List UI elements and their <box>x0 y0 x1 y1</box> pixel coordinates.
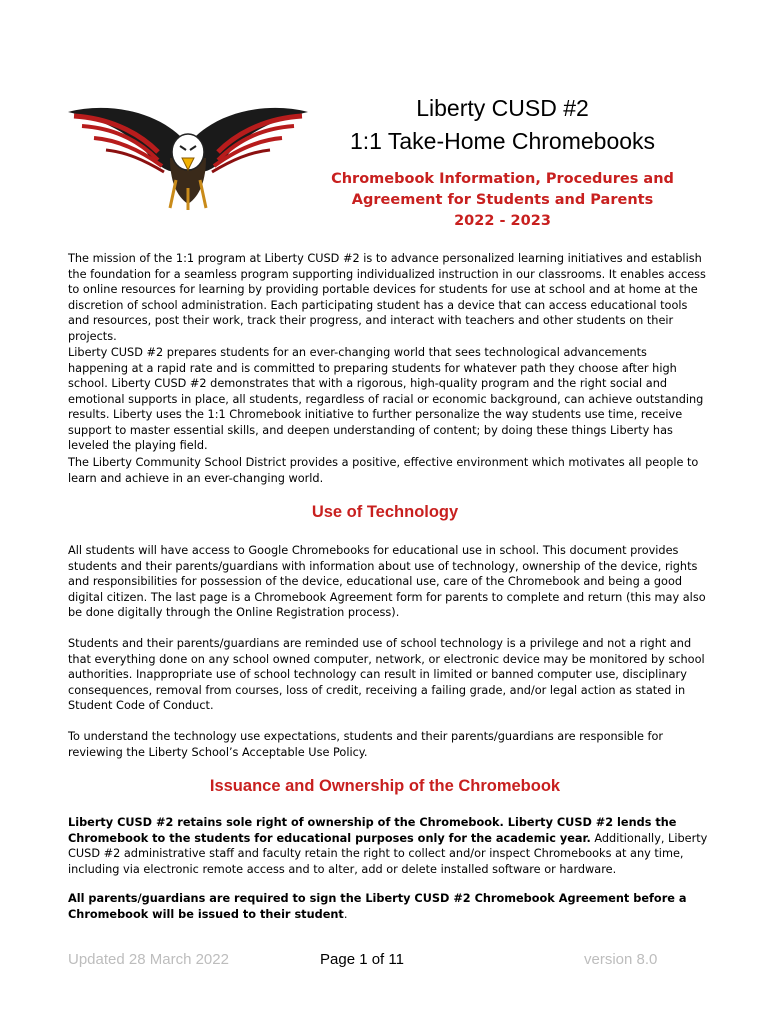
document-subtitle-main: 1:1 Take-Home Chromebooks <box>349 128 656 154</box>
issuance-paragraph-1-bold: Liberty CUSD #2 retains sole right of ownership of the Chromebook. Liberty CUSD #2 lends the Chromebook to the students for educational purposes only for the academic year. <box>68 816 677 845</box>
footer-version: version 8.0 <box>584 951 658 968</box>
issuance-paragraph-2-bold: All parents/guardians are required to sign the Liberty CUSD #2 Chromebook Agreement before a Chromebook will be issued to their student <box>68 892 687 921</box>
issuance-paragraph-1-rest: Additionally, Liberty CUSD #2 administrative staff and faculty retain the right to collect and/or inspect Chromebooks at any time, including via electronic remote access and to alter, add or delete installed software or hardware. <box>68 831 708 876</box>
subtitle-line-1: Chromebook Information, Procedures and <box>331 171 674 187</box>
technology-paragraph-3: To understand the technology use expectations, students and their parents/guardians are responsible for reviewing the Liberty School’s Acceptable Use Policy. <box>68 730 664 759</box>
intro-paragraph-3: The Liberty Community School District provides a positive, effective environment which motivates all people to learn and achieve in an ever-changing world. <box>68 456 699 485</box>
issuance-paragraph-1 <box>68 815 708 877</box>
footer-updated-date: Updated 28 March 2022 <box>68 951 229 968</box>
issuance-paragraph-2 <box>68 891 708 922</box>
subtitle-year: 2022 - 2023 <box>454 213 551 229</box>
section-heading-issuance: Issuance and Ownership of the Chromebook <box>209 777 561 795</box>
intro-paragraph-1: The mission of the 1:1 program at Liberty CUSD #2 is to advance personalized learning initiatives and establish the foundation for a seamless program supporting individualized instruction in our classrooms. It enables access to online resources for learning by providing portable devices for students for use at school and at home at the discretion of school administration. Each participating student has a device that can access educational tools and resources, post their work, track their progress, and interact with teachers and other students on their projects. <box>68 252 706 343</box>
issuance-paragraph-2-end: . <box>343 907 348 921</box>
intro-paragraph-2: Liberty CUSD #2 prepares students for an ever-changing world that sees technological advancements happening at a rapid rate and is committed to preparing students for whatever path they choose after high school. Liberty CUSD #2 demonstrates that with a rigorous, high-quality program and the right social and emotional supports in place, all students, regardless of racial or economic background, can achieve outstanding results. Liberty uses the 1:1 Chromebook initiative to further personalize the way students use time, receive support to master essential skills, and deepen understanding of content; by doing these things Liberty has leveled the playing field. <box>68 346 704 452</box>
section-heading-use-of-technology: Use of Technology <box>311 503 459 521</box>
document-subtitle <box>310 169 695 232</box>
eagle-logo-icon <box>66 100 310 210</box>
subtitle-line-2: Agreement for Students and Parents <box>351 192 654 208</box>
technology-paragraph-1: All students will have access to Google Chromebooks for educational use in school. This document provides students and their parents/guardians with information about use of technology, ownership of the device, rights and responsibilities for possession of the device, educational use, care of the Chromebook and being a good digital citizen. The last page is a Chromebook Agreement form for parents to complete and return (this may also be done digitally through the Online Registration process). <box>68 544 706 619</box>
footer-page-number: Page 1 of 11 <box>320 951 404 968</box>
technology-paragraph-2: Students and their parents/guardians are reminded use of school technology is a privilege and not a right and that everything done on any school owned computer, network, or electronic device may be monitored by school authorities. Inappropriate use of school technology can result in limited or banned computer use, disciplinary consequences, removal from courses, loss of credit, receiving a failing grade, and/or legal action as stated in Student Code of Conduct. <box>68 637 705 712</box>
document-title: Liberty CUSD #2 <box>416 95 589 121</box>
